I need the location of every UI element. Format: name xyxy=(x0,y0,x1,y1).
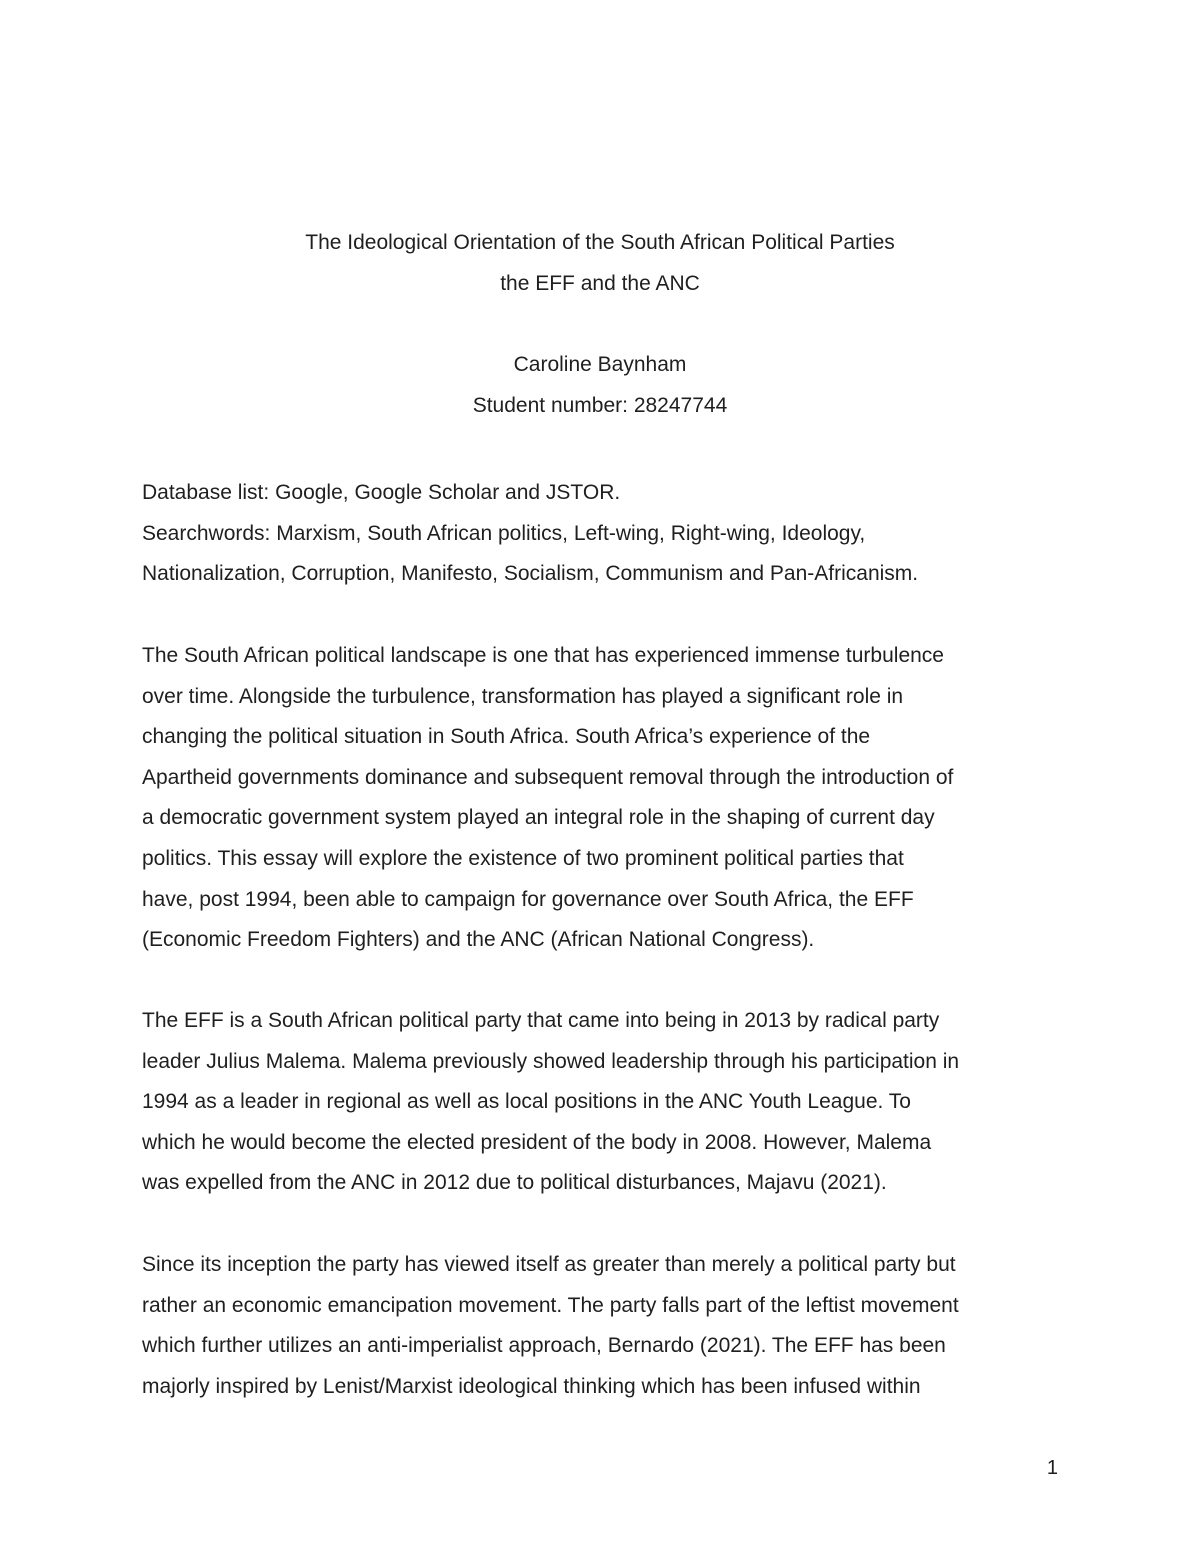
paragraph-line: leader Julius Malema. Malema previously showed leadership through his participation in xyxy=(142,1049,960,1073)
title-line-1: The Ideological Orientation of the South African Political Parties xyxy=(305,231,895,254)
author-name: Caroline Baynham xyxy=(513,353,687,376)
author-block xyxy=(0,344,1200,426)
title-block xyxy=(0,222,1200,304)
paragraph-1 xyxy=(142,636,1072,961)
searchwords-line-2: Nationalization, Corruption, Manifesto, Socialism, Communism and Pan-Africanism. xyxy=(142,562,919,586)
paragraph-line: The EFF is a South African political party that came into being in 2013 by radical party xyxy=(142,1009,940,1032)
paragraph-line: (Economic Freedom Fighters) and the ANC (African National Congress). xyxy=(142,928,815,952)
paragraph-2 xyxy=(142,1001,1072,1204)
database-list: Database list: Google, Google Scholar and JSTOR. xyxy=(142,481,621,504)
database-block xyxy=(142,473,1072,595)
paragraph-line: was expelled from the ANC in 2012 due to political disturbances, Majavu (2021). xyxy=(142,1171,887,1195)
paragraph-line: over time. Alongside the turbulence, transformation has played a significant role in xyxy=(142,684,904,708)
paragraph-line: The South African political landscape is one that has experienced immense turbulence xyxy=(142,644,944,667)
paragraph-line: which he would become the elected president of the body in 2008. However, Malema xyxy=(142,1130,932,1154)
searchwords-line-1: Searchwords: Marxism, South African politics, Left-wing, Right-wing, Ideology, xyxy=(142,521,866,545)
paragraph-line: Since its inception the party has viewed itself as greater than merely a political party but xyxy=(142,1253,956,1276)
title-line-2: the EFF and the ANC xyxy=(500,272,700,295)
student-number: Student number: 28247744 xyxy=(472,394,728,417)
paragraph-3 xyxy=(142,1245,1072,1407)
paragraph-line: rather an economic emancipation movement. The party falls part of the leftist movement xyxy=(142,1293,959,1317)
paragraph-line: 1994 as a leader in regional as well as local positions in the ANC Youth League. To xyxy=(142,1090,911,1114)
paragraph-line: have, post 1994, been able to campaign for governance over South Africa, the EFF xyxy=(142,887,914,911)
page-number: 1 xyxy=(1046,1457,1058,1479)
paragraph-line: which further utilizes an anti-imperialist approach, Bernardo (2021). The EFF has been xyxy=(142,1334,946,1358)
paragraph-line: Apartheid governments dominance and subsequent removal through the introduction of xyxy=(142,765,954,789)
paragraph-line: a democratic government system played an integral role in the shaping of current day xyxy=(142,806,935,830)
paragraph-line: politics. This essay will explore the existence of two prominent political parties that xyxy=(142,846,904,870)
paragraph-line: majorly inspired by Lenist/Marxist ideological thinking which has been infused within xyxy=(142,1374,921,1398)
paragraph-line: changing the political situation in South Africa. South Africa’s experience of the xyxy=(142,725,871,749)
